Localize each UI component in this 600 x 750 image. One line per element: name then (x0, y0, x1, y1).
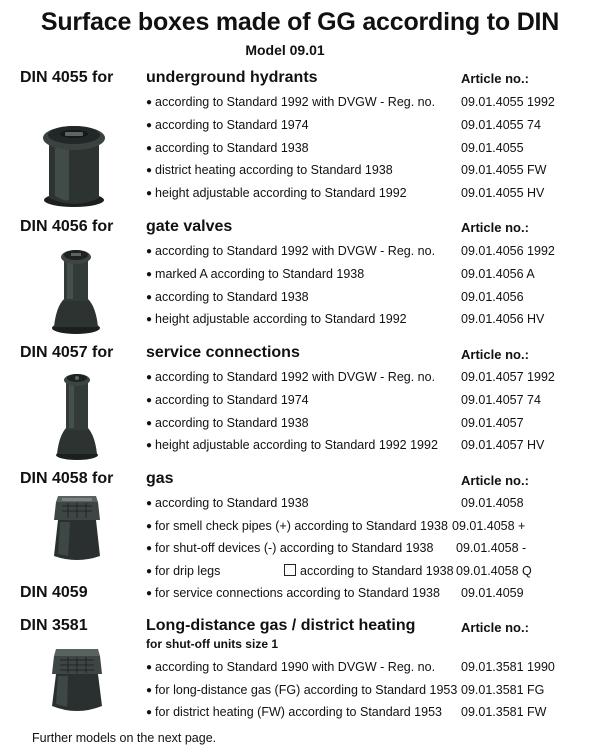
category-title: gas (146, 470, 174, 487)
article-number: 09.01.4055 (461, 141, 524, 155)
list-item: ● district heating according to Standard 1938 (146, 163, 393, 177)
list-item: ● according to Standard 1974 (146, 118, 309, 132)
category-title: service connections (146, 344, 300, 361)
din-label: DIN 3581 (20, 617, 88, 634)
list-item: ● for service connections according to Standard 1938 (146, 586, 440, 600)
list-item: ● according to Standard 1938 (146, 416, 309, 430)
article-number: 09.01.4058 - (456, 541, 527, 555)
list-item: ● for long-distance gas (FG) according to Standard 1953 (146, 683, 458, 697)
article-number: 09.01.4057 HV (461, 438, 545, 452)
list-item: ● according to Standard 1938 (146, 496, 309, 510)
article-number: 09.01.4055 FW (461, 163, 547, 177)
list-item: ● height adjustable according to Standard 1992 (146, 312, 407, 326)
valve-box-icon (48, 241, 104, 335)
list-item: ● for district heating (FW) according to Standard 1953 (146, 705, 442, 719)
article-no-header: Article no.: (461, 473, 529, 488)
article-number: 09.01.4056 HV (461, 312, 545, 326)
list-item: ● according to Standard 1992 with DVGW - Reg. no. (146, 95, 436, 109)
list-item: ● height adjustable according to Standard 1992 (146, 186, 407, 200)
list-item: ● according to Standard 1992 with DVGW - Reg. no. (146, 244, 436, 258)
list-item: ● for smell check pipes (+) according to Standard 1938 (146, 519, 448, 533)
din-label: DIN 4058 for (20, 470, 114, 487)
din-label: DIN 4059 (20, 584, 88, 601)
list-item: ● according to Standard 1974 (146, 393, 309, 407)
category-title: underground hydrants (146, 69, 318, 86)
article-no-header: Article no.: (461, 71, 529, 86)
district-heating-box-icon (46, 644, 108, 716)
article-number: 09.01.4058 (461, 496, 524, 510)
article-number: 09.01.4057 (461, 416, 524, 430)
article-number: 09.01.4055 1992 (461, 95, 555, 109)
article-no-header: Article no.: (461, 220, 529, 235)
list-item: ● marked A according to Standard 1938 (146, 267, 365, 281)
category-subtitle: for shut-off units size 1 (146, 637, 278, 651)
hydrant-box-icon (35, 118, 113, 208)
din-label: DIN 4057 for (20, 344, 114, 361)
gas-box-icon (48, 490, 106, 564)
page-title: Surface boxes made of GG according to DIN (40, 8, 560, 36)
article-number: 09.01.4057 74 (461, 393, 541, 407)
article-no-header: Article no.: (461, 347, 529, 362)
model-label: Model 09.01 (245, 42, 325, 58)
category-title: Long-distance gas / district heating (146, 617, 416, 634)
article-number: 09.01.4057 1992 (461, 370, 555, 384)
article-number: 09.01.4055 74 (461, 118, 541, 132)
list-item: ● according to Standard 1992 with DVGW - Reg. no. (146, 370, 436, 384)
article-number: 09.01.4056 1992 (461, 244, 555, 258)
article-number: 09.01.3581 1990 (461, 660, 555, 674)
article-number: 09.01.3581 FW (461, 705, 547, 719)
article-number: 09.01.4059 (461, 586, 524, 600)
footer-note: Further models on the next page. (32, 731, 217, 745)
list-item: ● height adjustable according to Standard 1992 1992 (146, 438, 438, 452)
service-box-icon (52, 366, 102, 462)
drip-leg-row-text: according to Standard 1938 (284, 564, 454, 578)
category-title: gate valves (146, 218, 233, 235)
checkbox-square-icon (284, 564, 296, 576)
article-number: 09.01.4058 Q (456, 564, 532, 578)
article-no-header: Article no.: (461, 620, 529, 635)
list-item: ● according to Standard 1938 (146, 141, 309, 155)
list-item: ● for drip legs (146, 564, 221, 578)
article-number: 09.01.4056 (461, 290, 524, 304)
din-label: DIN 4056 for (20, 218, 114, 235)
article-number: 09.01.3581 FG (461, 683, 545, 697)
list-item: ● according to Standard 1938 (146, 290, 309, 304)
list-item: ● according to Standard 1990 with DVGW - Reg. no. (146, 660, 436, 674)
din-label: DIN 4055 for (20, 69, 114, 86)
list-item: ● for shut-off devices (-) according to Standard 1938 (146, 541, 434, 555)
article-number: 09.01.4058 + (452, 519, 526, 533)
article-number: 09.01.4055 HV (461, 186, 545, 200)
article-number: 09.01.4056 A (461, 267, 535, 281)
